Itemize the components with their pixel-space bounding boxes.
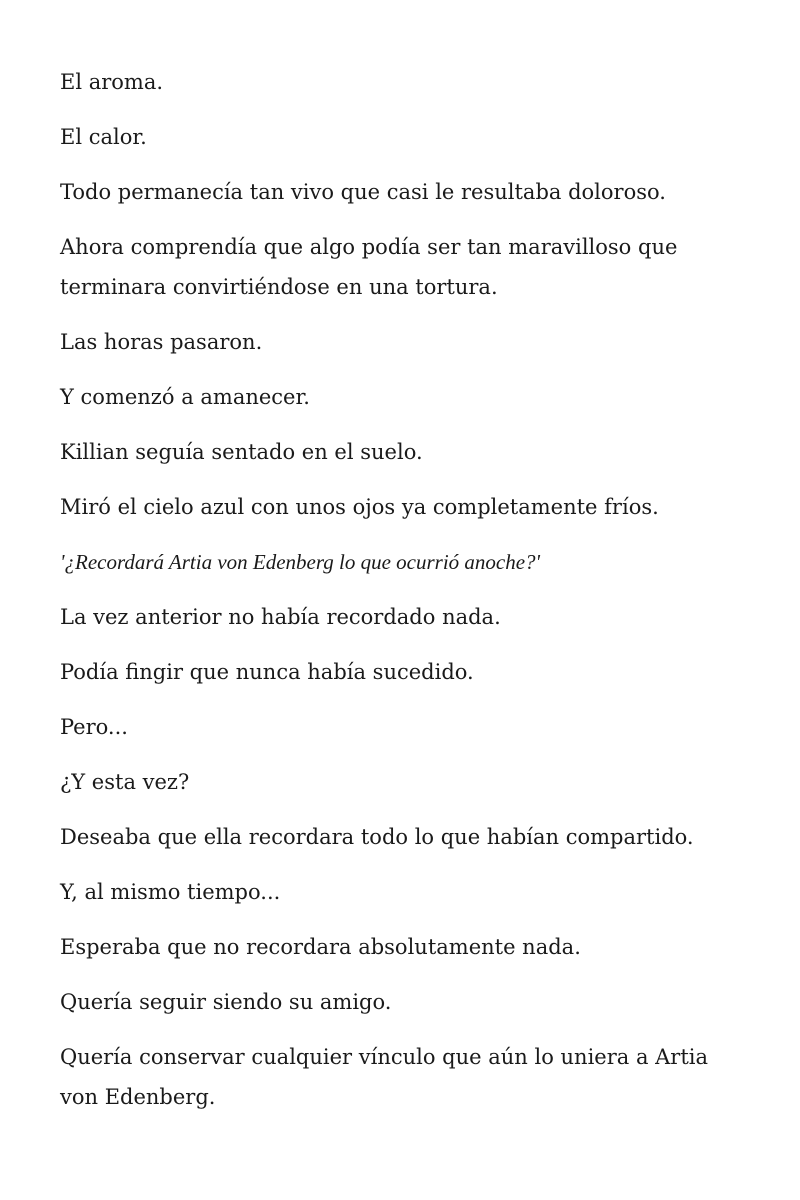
paragraph: Esperaba que no recordara absolutamente nada. xyxy=(60,935,581,959)
paragraph: Podía fingir que nunca había sucedido. xyxy=(60,660,474,684)
paragraph: Todo permanecía tan vivo que casi le resultaba doloroso. xyxy=(60,180,666,204)
paragraph-thought: '¿Recordará Artia von Edenberg lo que ocurrió anoche?' xyxy=(60,550,541,574)
paragraph: Miró el cielo azul con unos ojos ya completamente fríos. xyxy=(60,495,659,519)
paragraph: ¿Y esta vez? xyxy=(60,770,190,794)
paragraph: Las horas pasaron. xyxy=(60,330,263,354)
paragraph: El calor. xyxy=(60,125,147,149)
paragraph: La vez anterior no había recordado nada. xyxy=(60,605,501,629)
paragraph: Ahora comprendía que algo podía ser tan maravilloso que terminara convirtiéndose en una tortura. xyxy=(60,235,678,299)
paragraph: Deseaba que ella recordara todo lo que habían compartido. xyxy=(60,825,694,849)
story-text xyxy=(60,62,750,1132)
paragraph: Quería seguir siendo su amigo. xyxy=(60,990,392,1014)
paragraph: Pero... xyxy=(60,715,128,739)
paragraph: Quería conservar cualquier vínculo que aún lo uniera a Artia von Edenberg. xyxy=(60,1045,709,1109)
paragraph: Killian seguía sentado en el suelo. xyxy=(60,440,423,464)
paragraph: Y comenzó a amanecer. xyxy=(60,385,310,409)
paragraph: Y, al mismo tiempo... xyxy=(60,880,281,904)
paragraph: El aroma. xyxy=(60,70,164,94)
